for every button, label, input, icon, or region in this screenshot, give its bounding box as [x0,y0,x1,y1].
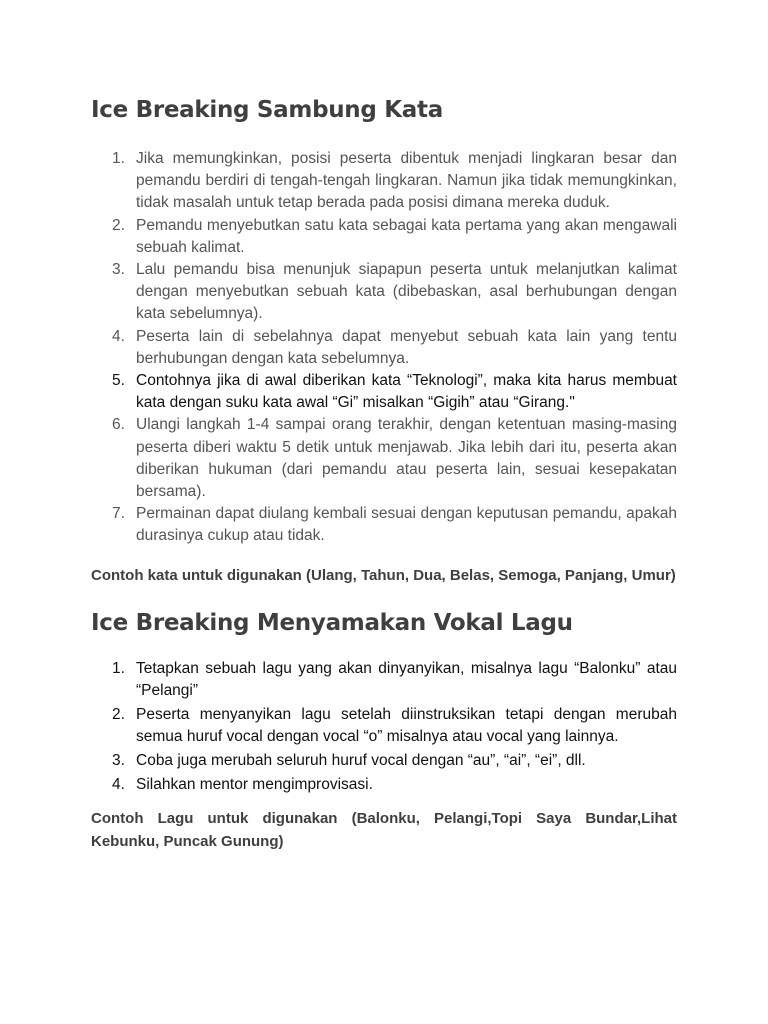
list-item-text: Ulangi langkah 1-4 sampai orang terakhir, dengan ketentuan masing-masing peserta diberi waktu 5 detik untuk menjawab. Jika lebih dari itu, peserta akan diberikan hukuman (dari pemandu atau peserta lain, sesuai kesepakatan bersama). [136,416,677,501]
example-words-note: Contoh kata untuk digunakan (Ulang, Tahun, Dua, Belas, Semoga, Panjang, Umur) [91,566,676,584]
list-item-text: Jika memungkinkan, posisi peserta dibentuk menjadi lingkaran besar dan pemandu berdiri di tengah-tengah lingkaran. Namun jika tidak memungkinkan, tidak masalah untuk tetap berada pada posisi dimana mereka duduk. [136,150,677,212]
list-item [91,414,677,503]
list-item [91,658,677,702]
list-number: 5. [112,372,125,390]
list-item-text: Peserta menyanyikan lagu setelah diinstruksikan tetapi dengan merubah semua huruf vocal dengan vocal “o” misalnya atau vocal yang lainnya. [136,706,677,746]
list-item-text: Silahkan mentor mengimprovisasi. [136,775,373,793]
list-item [91,704,677,748]
list-number: 3. [112,752,125,770]
list-item-text: Pemandu menyebutkan satu kata sebagai kata pertama yang akan mengawali sebuah kalimat. [136,216,677,256]
list-item-text: Permainan dapat diulang kembali sesuai dengan keputusan pemandu, apakah durasinya cukup atau tidak. [136,505,677,545]
list-item [91,259,677,326]
list-item-text: Peserta lain di sebelahnya dapat menyebut sebuah kata lain yang tentu berhubungan dengan kata sebelumnya. [136,327,677,367]
list-number: 1. [112,660,125,678]
list-number: 6. [112,416,125,434]
list-number: 4. [112,775,125,793]
list-item [91,774,677,796]
list-number: 2. [112,216,125,234]
list-item [91,326,677,370]
list-number: 3. [112,261,125,279]
list-item [91,750,677,772]
list-item [91,370,677,414]
list-item [91,215,677,259]
list-item-text: Contohnya jika di awal diberikan kata “Teknologi”, maka kita harus membuat kata dengan suku kata awal “Gi” misalkan “Gigih” atau “Girang." [136,372,677,412]
list-item [91,148,677,215]
list-item-text: Tetapkan sebuah lagu yang akan dinyanyikan, misalnya lagu “Balonku” atau “Pelangi” [136,660,677,700]
list-item [91,503,677,547]
instruction-list-sambung-kata [91,148,677,548]
list-number: 7. [112,505,125,523]
section-title-menyamakan-vokal: Ice Breaking Menyamakan Vokal Lagu [91,610,573,637]
instruction-list-menyamakan-vokal [91,658,677,796]
document-page [91,92,677,853]
list-number: 1. [112,150,125,167]
example-songs-note: Contoh Lagu untuk digunakan (Balonku, Pelangi,Topi Saya Bundar,Lihat Kebunku, Puncak Gunung) [91,810,677,850]
list-item-text: Lalu pemandu bisa menunjuk siapapun peserta untuk melanjutkan kalimat dengan menyebutkan sebuah kata (dibebaskan, asal berhubungan dengan kata sebelumnya). [136,261,677,323]
list-item-text: Coba juga merubah seluruh huruf vocal dengan “au”, “ai”, “ei”, dll. [136,752,586,770]
section-title-sambung-kata: Ice Breaking Sambung Kata [91,97,443,123]
list-number: 2. [112,706,125,724]
list-number: 4. [112,327,125,345]
